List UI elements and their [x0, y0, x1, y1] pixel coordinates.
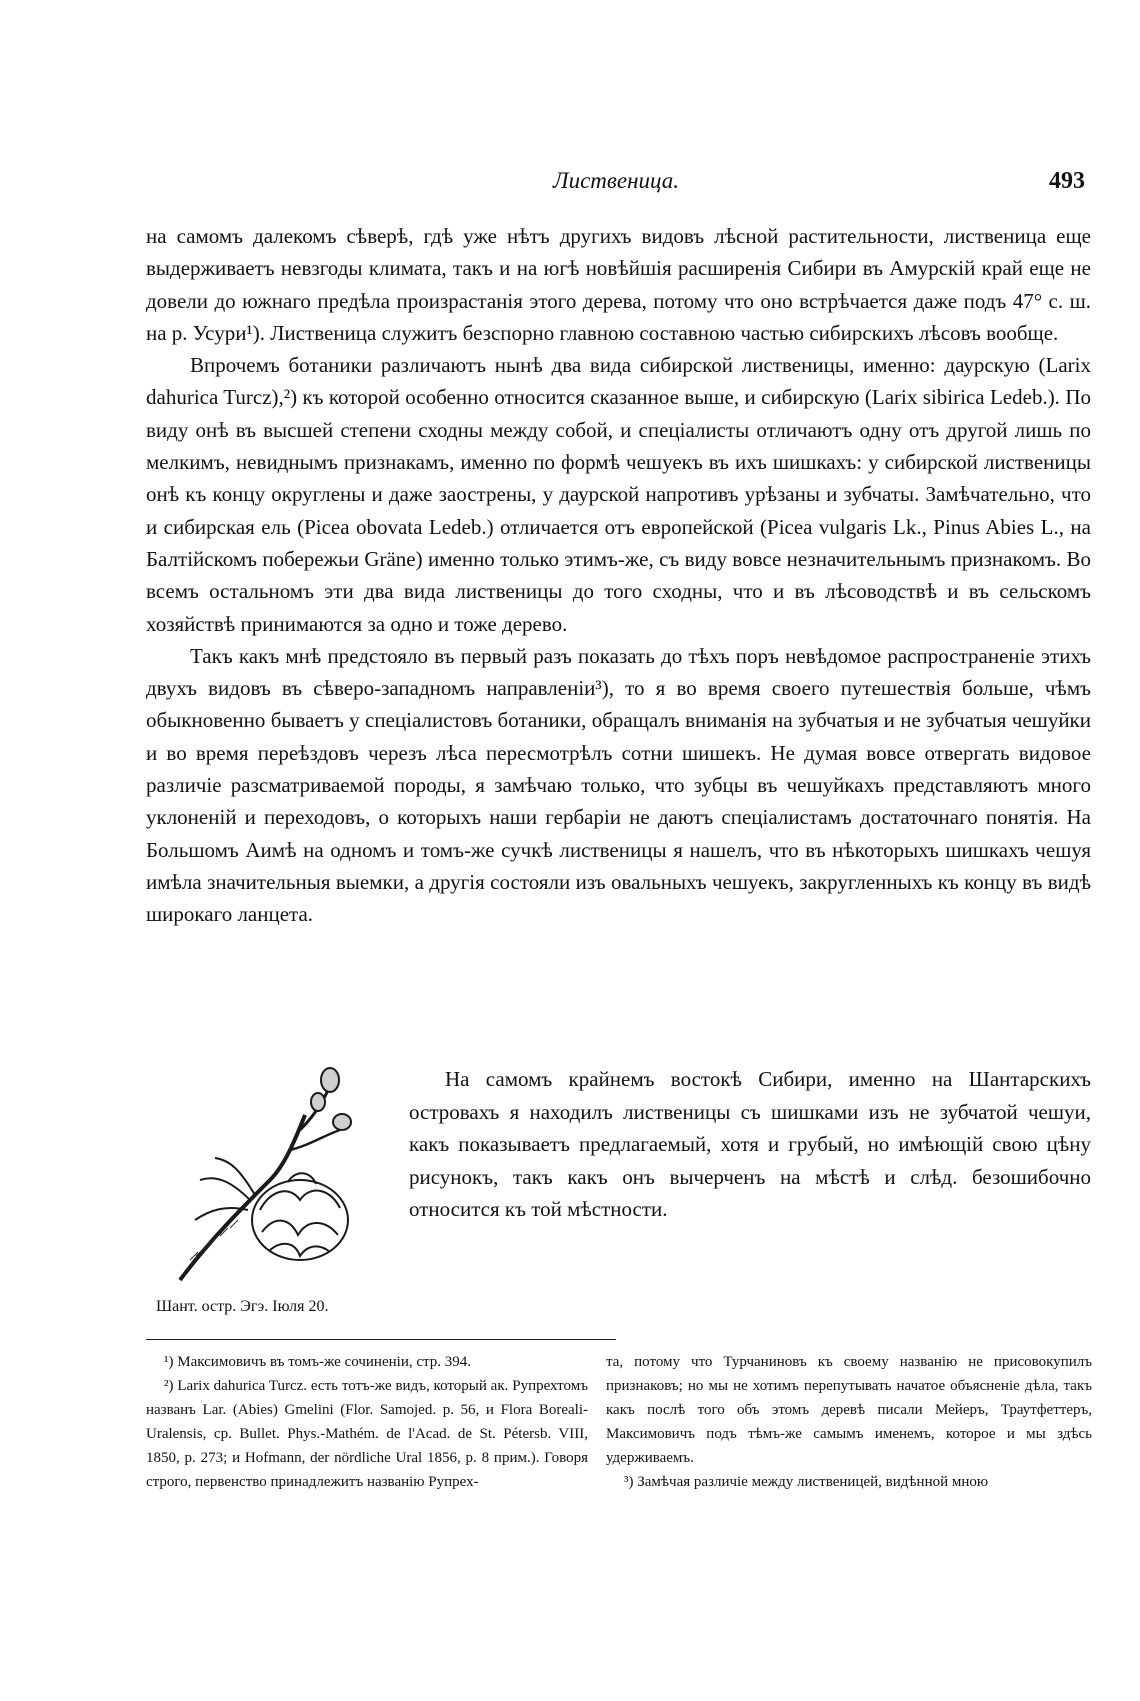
footnote-continuation: та, потому что Турчаниновъ къ своему названію не присовокупилъ признаковъ; но мы не хотимъ перепутывать начатое объясненіе дѣла, такъ какъ послѣ того объ этомъ деревѣ писали Мейеръ, Траутфеттеръ, Максимовичъ подъ тѣмъ-же самымъ именемъ, которое и мы здѣсь удерживаемъ. — [606, 1354, 1092, 1466]
larch-branch-illustration — [170, 1060, 360, 1285]
running-title: Лиственица. — [553, 168, 680, 193]
hatching — [190, 1220, 238, 1260]
footnotes-left-column — [146, 1350, 588, 1494]
footnote: ¹) Максимовичъ въ томъ-же сочиненіи, стр. 394. — [164, 1354, 471, 1370]
paragraph: на самомъ далекомъ сѣверѣ, гдѣ уже нѣтъ другихъ видовъ лѣсной растительности, лиственица еще выдерживаетъ невзгоды климата, такъ и на югѣ новѣйшія расширенія Сибири въ Амурскій край еще не довели до южнаго предѣла произрастанія этого дерева, потому что оно встрѣчается даже подъ 47° с. ш. на р. Усури¹). Лиственица служитъ безспорно главною составною частью сибирскихъ лѣсовъ вообще. — [146, 224, 1091, 345]
paragraph: Впрочемъ ботаники различаютъ нынѣ два вида сибирской лиственицы, именно: даурскую (Larix dahurica Turcz),²) къ которой особенно относится сказанное выше, и сибирскую (Larix sibirica Ledeb.). По виду онѣ въ высшей степени сходны между собой, и спеціалисты отличаютъ одну отъ другой лишь по мелкимъ, невиднымъ признакамъ, именно по формѣ чешуекъ въ ихъ шишкахъ: у сибирской лиственицы онѣ къ концу округлены и даже заострены, у даурской напротивъ урѣзаны и зубчаты. Замѣчательно, что и сибирская ель (Picea obovata Ledeb.) отличается отъ европейской (Picea vulgaris Lk., Pinus Abies L., на Балтійскомъ побережьи Gräne) именно только этимъ-же, съ виду вовсе незначительнымъ признакомъ. Во всемъ остальномъ эти два вида лиственицы до того сходны, что и въ лѣсоводствѣ и въ сельскомъ хозяйствѣ принимаются за одно и тоже дерево. — [146, 353, 1091, 636]
page-header — [0, 168, 1140, 208]
larch-cone-figure — [150, 1060, 370, 1330]
needle-cluster — [195, 1158, 255, 1220]
paragraph: На самомъ крайнемъ востокѣ Сибири, именно на Шантарскихъ островахъ я находилъ лиственицы съ шишками изъ не зубчатой чешуи, какъ показываетъ предлагаемый, хотя и грубый, но имѣющій свою цѣну рисунокъ, такъ какъ онъ вычерченъ на мѣстѣ и слѣд. безошибочно относится къ той мѣстности. — [409, 1067, 1091, 1221]
footnote: ²) Larix dahurica Turcz. есть тотъ-же видъ, который ак. Рупрехтомъ названъ Lar. (Abies) Gmelini (Flor. Samojed. p. 56, и Flora Boreali-Uralensis, cp. Bullet. Phys.-Mathém. de l'Acad. de St. Pétersb. VIII, 1850, p. 273; и Hofmann, der nördliche Ural 1856, p. 8 прим.). Говоря строго, первенство принадлежитъ названію Рупрех- — [146, 1378, 588, 1490]
figure-caption: Шант. остр. Эгэ. Іюля 20. — [156, 1298, 329, 1315]
small-buds — [311, 1068, 351, 1130]
footnote-divider — [146, 1339, 616, 1340]
main-text — [146, 220, 1091, 931]
page-number: 493 — [1049, 168, 1085, 194]
side-text — [409, 1063, 1091, 1226]
paragraph: Такъ какъ мнѣ предстояло въ первый разъ показать до тѣхъ поръ невѣдомое распространеніе этихъ двухъ видовъ въ сѣверо-западномъ направленіи³), то я во время своего путешествія больше, чѣмъ обыкновенно бываетъ у спеціалистовъ ботаники, обращалъ вниманія на зубчатыя и не зубчатыя чешуйки и во время переѣздовъ черезъ лѣса пересмотрѣлъ сотни шишекъ. Не думая вовсе отвергать видовое различіе разсматриваемой породы, я замѣчаю только, что зубцы въ чешуйкахъ представляютъ много уклоненій и переходовъ, о которыхъ наши гербаріи не даютъ спеціалистамъ достаточнаго понятія. На Большомъ Аимѣ на одномъ и томъ-же сучкѣ лиственицы я нашелъ, что въ нѣкоторыхъ шишкахъ чешуя имѣла значительныя выемки, а другія состояли изъ овальныхъ чешуекъ, закругленныхъ къ концу въ видѣ широкаго ланцета. — [146, 643, 1091, 927]
footnote: ³) Замѣчая различіе между лиственицей, видѣнной мною — [624, 1474, 989, 1490]
footnotes-right-column — [606, 1350, 1092, 1494]
